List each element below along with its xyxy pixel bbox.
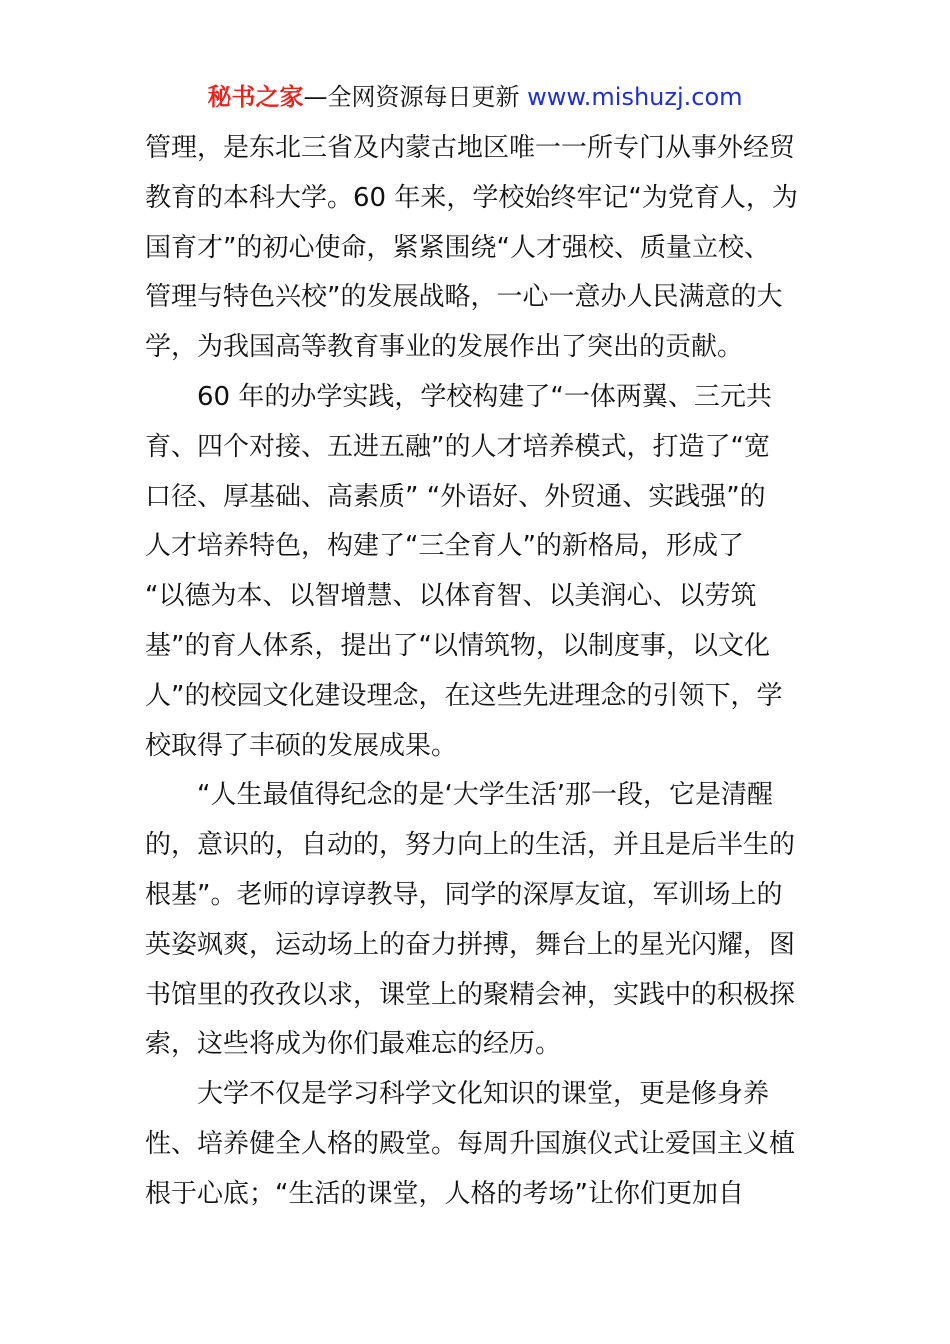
text-line: 校取得了丰硕的发展成果。	[145, 730, 458, 761]
text-line: 大学不仅是学习科学文化知识的课堂，更是修身养	[197, 1079, 770, 1110]
paragraph-3	[145, 771, 810, 1070]
paragraph-2	[145, 373, 810, 771]
paragraph-4	[145, 1070, 810, 1219]
text-line: 国育才”的初心使命，紧紧围绕“人才强校、质量立校、	[145, 232, 770, 263]
text-line: 60 年的办学实践，学校构建了“一体两翼、三元共	[197, 381, 772, 412]
page-header	[0, 80, 950, 114]
text-line: 管理，是东北三省及内蒙古地区唯一一所专门从事外经贸	[145, 133, 796, 163]
text-line: 管理与特色兴校”的发展战略，一心一意办人民满意的大	[145, 282, 783, 313]
paragraph-1	[145, 124, 810, 373]
text-line: 人”的校园文化建设理念，在这些先进理念的引领下，学	[145, 680, 783, 711]
text-line: 的，意识的，自动的，努力向上的生活，并且是后半生的	[145, 830, 796, 861]
document-body	[145, 124, 810, 1220]
text-line: 人才培养特色，构建了“三全育人”的新格局，形成了	[145, 531, 744, 562]
header-tagline: —全网资源每日更新	[303, 83, 520, 111]
text-line: “以德为本、以智增慧、以体育智、以美润心、以劳筑	[145, 581, 757, 612]
brand-name: 秘书之家	[207, 83, 304, 111]
site-url: www.mishuzj.com	[527, 83, 743, 111]
text-line: 育、四个对接、五进五融”的人才培养模式，打造了“宽	[145, 431, 770, 462]
text-line: 性、培养健全人格的殿堂。每周升国旗仪式让爱国主义植	[145, 1128, 796, 1159]
text-line: 教育的本科大学。60 年来，学校始终牢记“为党育人，为	[145, 182, 798, 213]
text-line: 基”的育人体系，提出了“以情筑物，以制度事，以文化	[145, 630, 770, 661]
text-line: 学，为我国高等教育事业的发展作出了突出的贡献。	[145, 332, 744, 363]
text-line: 根于心底；“生活的课堂，人格的考场”让你们更加自	[145, 1178, 744, 1209]
text-line: “人生最值得纪念的是‘大学生活’那一段，它是清醒	[197, 780, 773, 811]
text-line: 索，这些将成为你们最难忘的经历。	[145, 1029, 562, 1060]
text-line: 根基”。老师的谆谆教导，同学的深厚友谊，军训场上的	[145, 879, 783, 910]
text-line: 书馆里的孜孜以求，课堂上的聚精会神，实践中的积极探	[145, 979, 796, 1010]
text-line: 口径、厚基础、高素质” “外语好、外贸通、实践强”的	[145, 481, 766, 512]
text-line: 英姿飒爽，运动场上的奋力拼搏，舞台上的星光闪耀，图	[145, 929, 796, 960]
